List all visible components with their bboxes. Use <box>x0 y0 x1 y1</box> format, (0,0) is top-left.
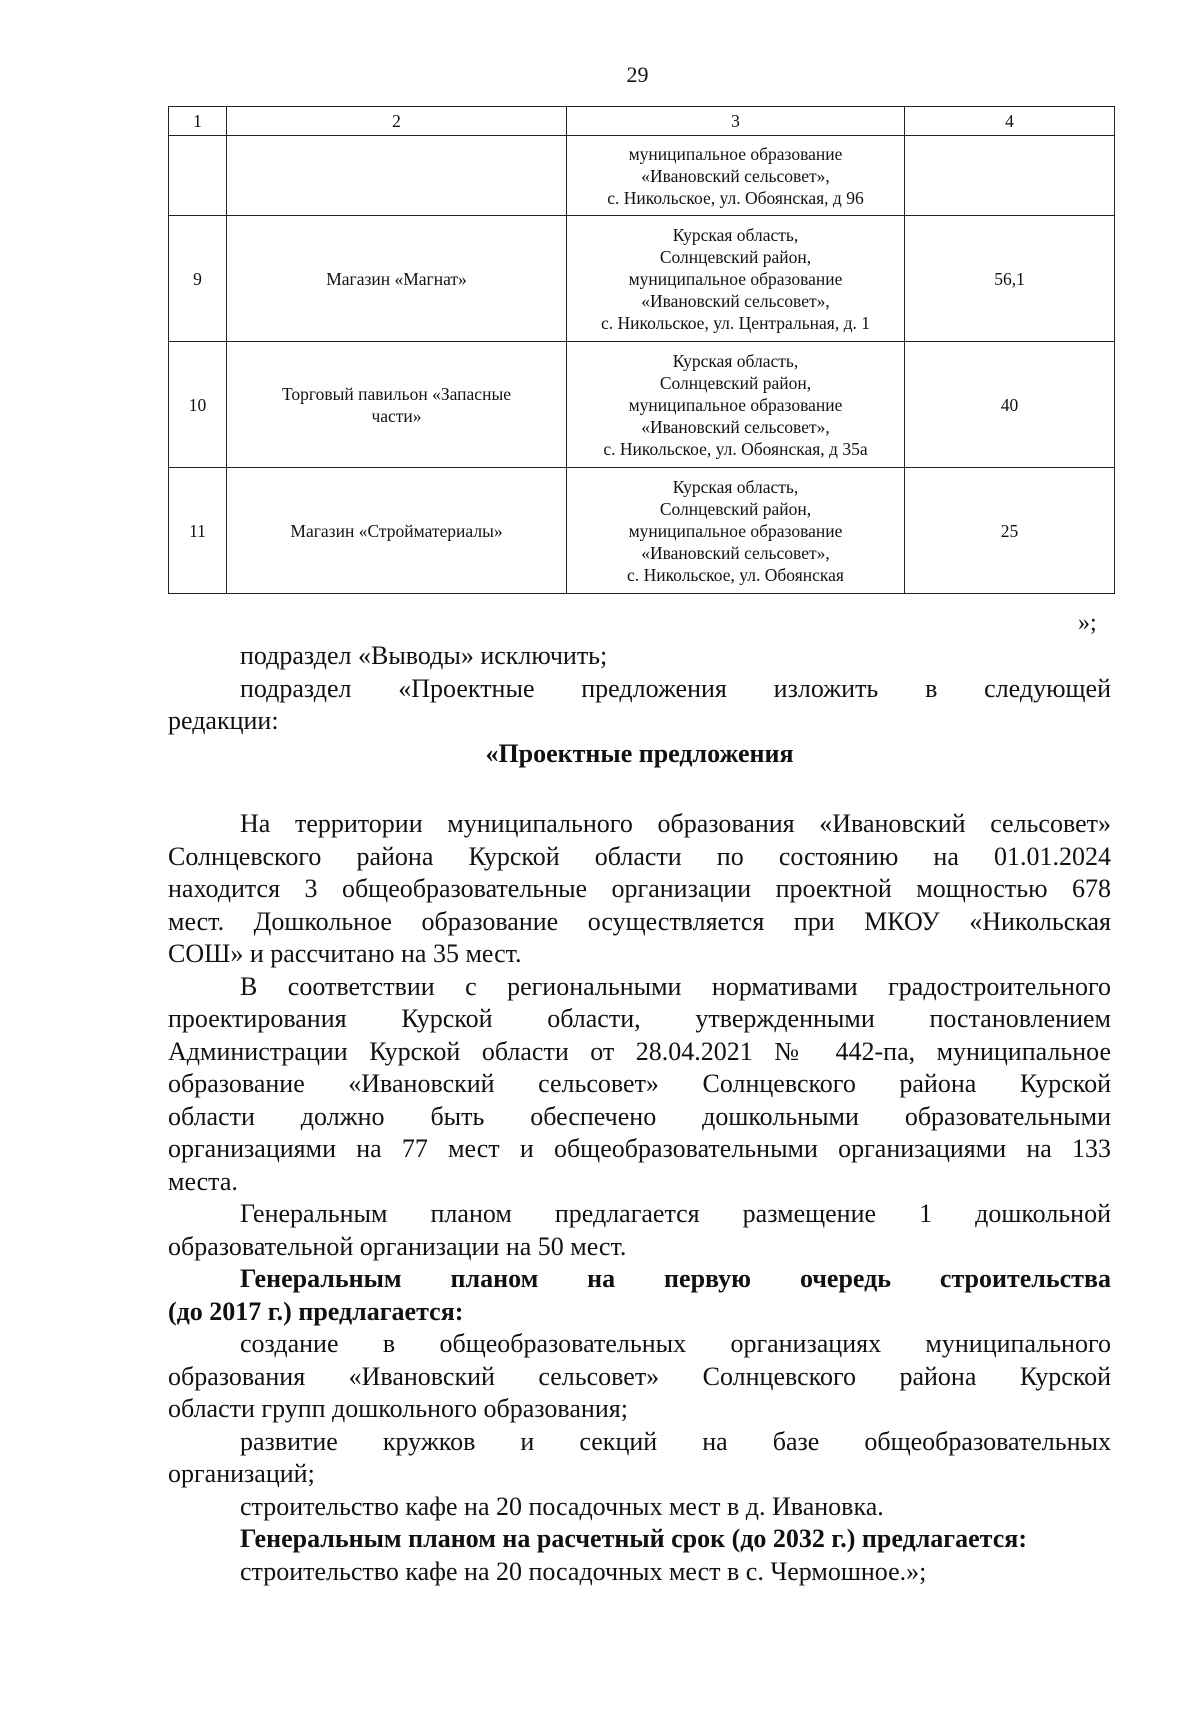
paragraph-territory-cont <box>168 841 1111 874</box>
address-line: с. Никольское, ул. Центральная, д. 1 <box>600 312 871 333</box>
body-text <box>168 640 1111 770</box>
paragraph-estimated-term-heading <box>168 1523 1111 1556</box>
table-row <box>169 468 1115 594</box>
paragraph-norms-cont <box>168 1068 1111 1101</box>
text-line: находится 3 общеобразовательные организации проектной мощностью 678 <box>168 874 1111 903</box>
text-line: Генеральным планом на первую очередь строительства <box>240 1264 1111 1293</box>
object-address <box>567 216 905 342</box>
object-name: Магазин «Магнат» <box>227 216 567 342</box>
objects-table <box>168 106 1115 594</box>
row-number: 9 <box>169 216 227 342</box>
address-line: с. Никольское, ул. Обоянская <box>627 564 844 585</box>
row-number: 10 <box>169 342 227 468</box>
text-line: места. <box>168 1166 238 1196</box>
text-line: подраздел «Выводы» исключить; <box>240 641 608 670</box>
text-line: области групп дошкольного образования; <box>168 1394 628 1423</box>
text-line: организаций; <box>168 1459 315 1488</box>
address-line: Солнцевский район, <box>659 372 812 393</box>
paragraph-territory-cont <box>168 906 1111 939</box>
paragraph-groups-cont <box>168 1361 1111 1394</box>
page-number: 29 <box>626 62 649 87</box>
text-line: В соответствии с региональными нормативами градостроительного <box>240 971 1111 1001</box>
address-line: муниципальное образование <box>628 394 843 415</box>
text-line: строительство кафе на 20 посадочных мест в с. Чермошное.»; <box>240 1556 927 1586</box>
table-header-row <box>169 107 1115 136</box>
text-line: строительство кафе на 20 посадочных мест в д. Ивановка. <box>240 1491 884 1521</box>
text-line: редакции: <box>168 706 279 735</box>
paragraph-norms-cont <box>168 1166 1111 1199</box>
paragraph-norms-cont <box>168 1101 1111 1134</box>
row-number: 11 <box>169 468 227 594</box>
text-line: На территории муниципального образования «Ивановский сельсовет» <box>240 809 1111 838</box>
text-line: образовательной организации на 50 мест. <box>168 1231 627 1261</box>
object-value: 40 <box>905 342 1115 468</box>
paragraph-norms-cont <box>168 1133 1111 1166</box>
address-line: Солнцевский район, <box>659 498 812 519</box>
paragraph-territory-cont <box>168 938 1111 971</box>
address-line: «Ивановский сельсовет», <box>641 290 830 311</box>
object-address <box>567 468 905 594</box>
paragraph-first-stage-heading-cont <box>168 1296 1111 1329</box>
address-line: «Ивановский сельсовет», <box>641 165 830 186</box>
header-cell: 2 <box>227 107 567 136</box>
address-line: с. Никольское, ул. Обоянская, д 96 <box>607 187 864 208</box>
paragraph-cafe-ivanovka <box>168 1491 1111 1524</box>
address-line: Солнцевский район, <box>659 246 812 267</box>
paragraph-cafe-chermoshnoe <box>168 1556 1111 1589</box>
address-line: муниципальное образование <box>628 520 843 541</box>
object-value: 25 <box>905 468 1115 594</box>
address-line: «Ивановский сельсовет», <box>641 416 830 437</box>
text-line: создание в общеобразовательных организациях муниципального <box>240 1329 1111 1358</box>
text-line: образования «Ивановский сельсовет» Солнцевского района Курской <box>168 1361 1111 1391</box>
address-line: муниципальное образование <box>628 143 843 164</box>
paragraph-clubs <box>168 1426 1111 1459</box>
table-row <box>169 342 1115 468</box>
paragraph-groups <box>168 1328 1111 1361</box>
paragraph-general-plan-cont <box>168 1231 1111 1264</box>
paragraph-norms-cont <box>168 1003 1111 1036</box>
paragraph-proposals-intro <box>168 673 1111 706</box>
text-line: (до 2017 г.) предлагается: <box>168 1296 464 1326</box>
paragraph-proposals-intro-cont <box>168 705 1111 738</box>
text-line: области должно быть обеспечено дошкольными образовательными <box>168 1101 1111 1131</box>
header-cell: 1 <box>169 107 227 136</box>
object-name: Торговый павильон «Запасные части» <box>227 342 567 468</box>
header-cell: 4 <box>905 107 1115 136</box>
text-line: проектирования Курской области, утвержденными постановлением <box>168 1004 1111 1033</box>
paragraph-first-stage-heading <box>168 1263 1111 1296</box>
table-row <box>169 216 1115 342</box>
section-heading: «Проектные предложения <box>485 738 794 768</box>
object-address <box>567 342 905 468</box>
object-name <box>227 136 567 216</box>
paragraph-outputs-removed <box>168 640 1111 673</box>
address-line: Курская область, <box>672 476 799 497</box>
address-line: Курская область, <box>672 224 799 245</box>
paragraph-norms <box>168 971 1111 1004</box>
text-line: Генеральным планом предлагается размещение 1 дошкольной <box>240 1199 1111 1228</box>
text-line: мест. Дошкольное образование осуществляется при МКОУ «Никольская <box>168 906 1111 936</box>
text-line: СОШ» и рассчитано на 35 мест. <box>168 939 522 968</box>
paragraph-clubs-cont <box>168 1458 1111 1491</box>
row-number <box>169 136 227 216</box>
object-name: Магазин «Стройматериалы» <box>227 468 567 594</box>
header-cell: 3 <box>567 107 905 136</box>
address-line: Курская область, <box>672 350 799 371</box>
paragraph-territory <box>168 808 1111 841</box>
paragraph-norms-cont <box>168 1036 1111 1069</box>
text-line: развитие кружков и секций на базе общеобразовательных <box>240 1426 1111 1456</box>
text-line: образование «Ивановский сельсовет» Солнцевского района Курской <box>168 1069 1111 1098</box>
address-line: «Ивановский сельсовет», <box>641 542 830 563</box>
text-line: Генеральным планом на расчетный срок (до 2032 г.) предлагается: <box>240 1524 1027 1553</box>
paragraph-territory-cont <box>168 873 1111 906</box>
object-address <box>567 136 905 216</box>
paragraph-general-plan <box>168 1198 1111 1231</box>
body-text-main <box>168 808 1111 1588</box>
paragraph-groups-cont <box>168 1393 1111 1426</box>
text-line: организациями на 77 мест и общеобразовательными организациями на 133 <box>168 1134 1111 1163</box>
object-value <box>905 136 1115 216</box>
text-line: подраздел «Проектные предложения изложить в следующей <box>240 673 1111 703</box>
table-row <box>169 136 1115 216</box>
address-line: с. Никольское, ул. Обоянская, д 35а <box>603 438 868 459</box>
object-value: 56,1 <box>905 216 1115 342</box>
text-line: Солнцевского района Курской области по состоянию на 01.01.2024 <box>168 841 1111 871</box>
text-line: Администрации Курской области от 28.04.2021 № 442-па, муниципальное <box>168 1036 1111 1066</box>
address-line: муниципальное образование <box>628 268 843 289</box>
table-closing-quote: »; <box>1078 610 1097 636</box>
